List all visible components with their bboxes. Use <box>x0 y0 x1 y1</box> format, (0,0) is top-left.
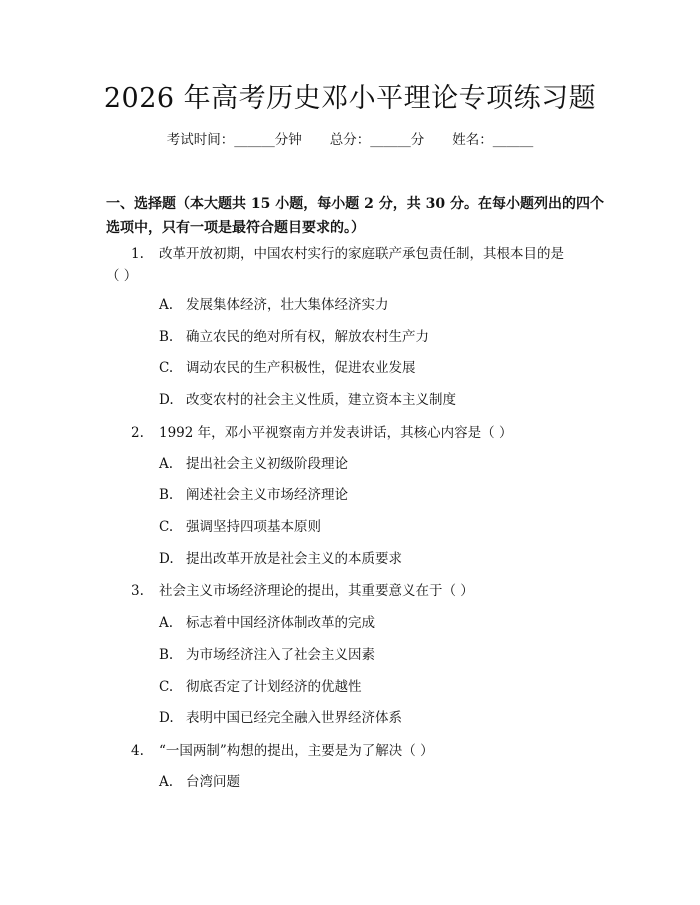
option-letter: C. <box>159 679 174 695</box>
question-number: 3. <box>131 583 144 599</box>
question-3-option-d <box>159 708 599 728</box>
question-1-option-a <box>159 295 599 315</box>
question-2-option-c <box>159 517 599 537</box>
option-text: 阐述社会主义市场经济理论 <box>186 487 348 503</box>
option-letter: A. <box>159 774 174 790</box>
question-1-stem <box>106 243 606 287</box>
option-text: 为市场经济注入了社会主义因素 <box>186 647 375 663</box>
question-1-option-c <box>159 358 599 378</box>
option-letter: B. <box>159 329 174 345</box>
option-letter: C. <box>159 360 174 376</box>
option-text: 彻底否定了计划经济的优越性 <box>186 679 362 695</box>
option-letter: B. <box>159 647 174 663</box>
question-2-option-d <box>159 549 599 569</box>
option-text: 标志着中国经济体制改革的完成 <box>186 615 375 631</box>
option-letter: A. <box>159 456 174 472</box>
question-2-stem <box>106 422 606 444</box>
question-3-option-c <box>159 677 599 697</box>
question-text: 改革开放初期，中国农村实行的家庭联产承包责任制，其根本目的是 <box>159 246 564 262</box>
option-letter: D. <box>159 710 174 726</box>
question-text: 1992 年，邓小平视察南方并发表讲话，其核心内容是（ ） <box>159 425 513 441</box>
option-text: 改变农村的社会主义性质，建立资本主义制度 <box>186 392 456 408</box>
exam-info-line <box>0 130 700 150</box>
student-name-field: 姓名：______ <box>452 132 534 148</box>
question-3-option-b <box>159 645 599 665</box>
option-text: 提出改革开放是社会主义的本质要求 <box>186 551 402 567</box>
question-text: “一国两制”构想的提出，主要是为了解决（ ） <box>159 743 434 759</box>
question-2-option-b <box>159 485 599 505</box>
option-letter: A. <box>159 615 174 631</box>
question-2-option-a <box>159 454 599 474</box>
option-letter: A. <box>159 297 174 313</box>
question-4-option-a <box>159 772 599 792</box>
question-3-option-a <box>159 613 599 633</box>
question-number: 1. <box>131 246 144 262</box>
option-letter: D. <box>159 551 174 567</box>
question-1-option-d <box>159 390 599 410</box>
question-text-continued: （ ） <box>106 268 138 284</box>
option-text: 台湾问题 <box>186 774 240 790</box>
option-text: 强调坚持四项基本原则 <box>186 519 321 535</box>
question-1-option-b <box>159 327 599 347</box>
question-number: 4. <box>131 743 144 759</box>
question-text: 社会主义市场经济理论的提出，其重要意义在于（ ） <box>159 583 474 599</box>
question-4-stem <box>106 740 606 762</box>
option-text: 提出社会主义初级阶段理论 <box>186 456 348 472</box>
option-text: 确立农民的绝对所有权，解放农村生产力 <box>186 329 429 345</box>
option-letter: C. <box>159 519 174 535</box>
section-heading: 一、选择题（本大题共 15 小题，每小题 2 分，共 30 分。在每小题列出的四个选项中，只有一项是最符合题目要求的。） <box>106 196 604 236</box>
option-letter: D. <box>159 392 174 408</box>
page-title: 2026 年高考历史邓小平理论专项练习题 <box>103 83 597 114</box>
exam-time-field: 考试时间：______分钟 <box>166 132 302 148</box>
question-number: 2. <box>131 425 144 441</box>
question-3-stem <box>106 580 606 602</box>
total-score-field: 总分：______分 <box>329 132 425 148</box>
option-text: 发展集体经济，壮大集体经济实力 <box>186 297 389 313</box>
option-text: 表明中国已经完全融入世界经济体系 <box>186 710 402 726</box>
option-text: 调动农民的生产积极性，促进农业发展 <box>186 360 416 376</box>
option-letter: B. <box>159 487 174 503</box>
